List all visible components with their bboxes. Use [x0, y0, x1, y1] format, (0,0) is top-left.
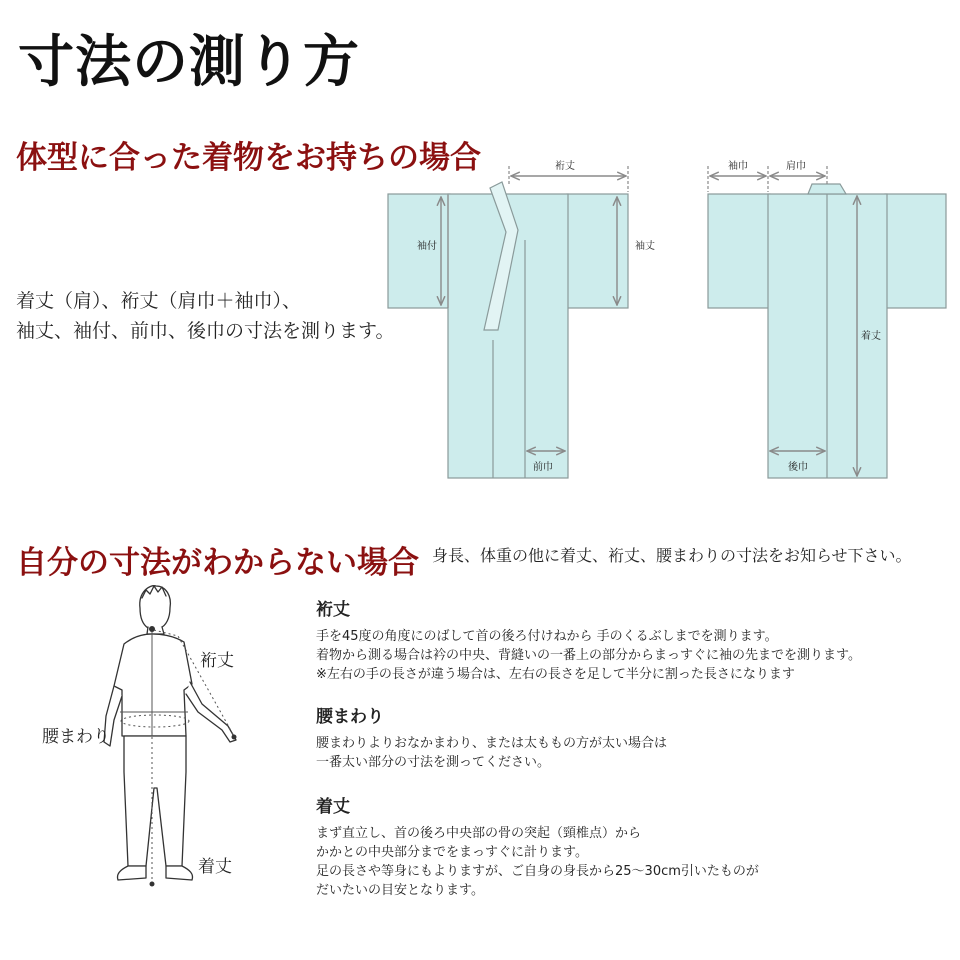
label-yuki: 裄丈 — [555, 161, 575, 172]
section1-heading: 体型に合った着物をお持ちの場合 — [16, 140, 481, 176]
desc-yuki-line-3: ※左右の手の長さが違う場合は、左右の長さを足して半分に割った長さになります — [316, 667, 795, 682]
desc-waist-title: 腰まわり — [316, 707, 384, 727]
page-title: 寸法の測り方 — [18, 30, 360, 95]
right-arm — [186, 682, 236, 742]
desc-waist — [316, 702, 956, 772]
desc-kitake-line-1: まず直立し、首の後ろ中央部の骨の突起（頸椎点）から — [316, 826, 642, 841]
shirt — [114, 634, 192, 736]
left-foot — [117, 866, 146, 880]
pants — [124, 736, 186, 866]
person-figure — [100, 580, 250, 890]
kimono-front-diagram — [380, 150, 655, 490]
section1-intro — [16, 286, 426, 346]
label-sodetake: 袖丈 — [635, 241, 655, 252]
desc-kitake-title: 着丈 — [316, 797, 350, 817]
desc-yuki-title: 裄丈 — [316, 600, 350, 620]
label-ushirohaba: 後巾 — [788, 462, 808, 473]
section2-heading: 自分の寸法がわからない場合 — [16, 545, 419, 581]
intro-line-2: 袖丈、袖付、前巾、後巾の寸法を測ります。 — [16, 320, 395, 342]
back-right-sleeve — [885, 194, 946, 308]
label-kitake: 着丈 — [861, 331, 881, 342]
label-maehaba: 前巾 — [533, 462, 553, 473]
label-katahaba: 肩巾 — [786, 161, 806, 172]
back-collar — [808, 184, 846, 194]
figure-label-yuki: 裄丈 — [200, 651, 234, 671]
back-left-sleeve — [708, 194, 770, 308]
figure-label-waist: 腰まわり — [42, 727, 110, 747]
desc-kitake-line-2: かかとの中央部分までをまっすぐに計ります。 — [316, 845, 588, 860]
desc-yuki-line-1: 手を45度の角度にのばして首の後ろ付けねから 手のくるぶしまでを測ります。 — [316, 629, 778, 644]
kimono-back-diagram — [700, 150, 950, 490]
right-foot — [166, 866, 193, 880]
front-right-sleeve — [567, 194, 628, 308]
desc-waist-line-1: 腰まわりよりおなかまわり、または太ももの方が太い場合は — [316, 736, 668, 751]
desc-yuki — [316, 595, 956, 684]
desc-waist-line-2: 一番太い部分の寸法を測ってください。 — [316, 755, 551, 770]
label-sodehaba: 袖巾 — [728, 161, 748, 172]
desc-yuki-line-2: 着物から測る場合は衿の中央、背縫いの一番上の部分からまっすぐに袖の先までを測ります。 — [316, 648, 861, 663]
label-sodetsuke: 袖付 — [417, 241, 437, 252]
desc-kitake — [316, 792, 956, 900]
section2-note: 身長、体重の他に着丈、裄丈、腰まわりの寸法をお知らせ下さい。 — [432, 546, 912, 565]
desc-kitake-line-3: 足の長さや等身にもよりますが、ご自身の身長から25～30cm引いたものが — [316, 864, 759, 879]
figure-label-kitake: 着丈 — [198, 857, 232, 877]
desc-kitake-line-4: だいたいの目安となります。 — [316, 883, 484, 898]
intro-line-1: 着丈（肩）、裄丈（肩巾＋袖巾）、 — [16, 290, 302, 312]
